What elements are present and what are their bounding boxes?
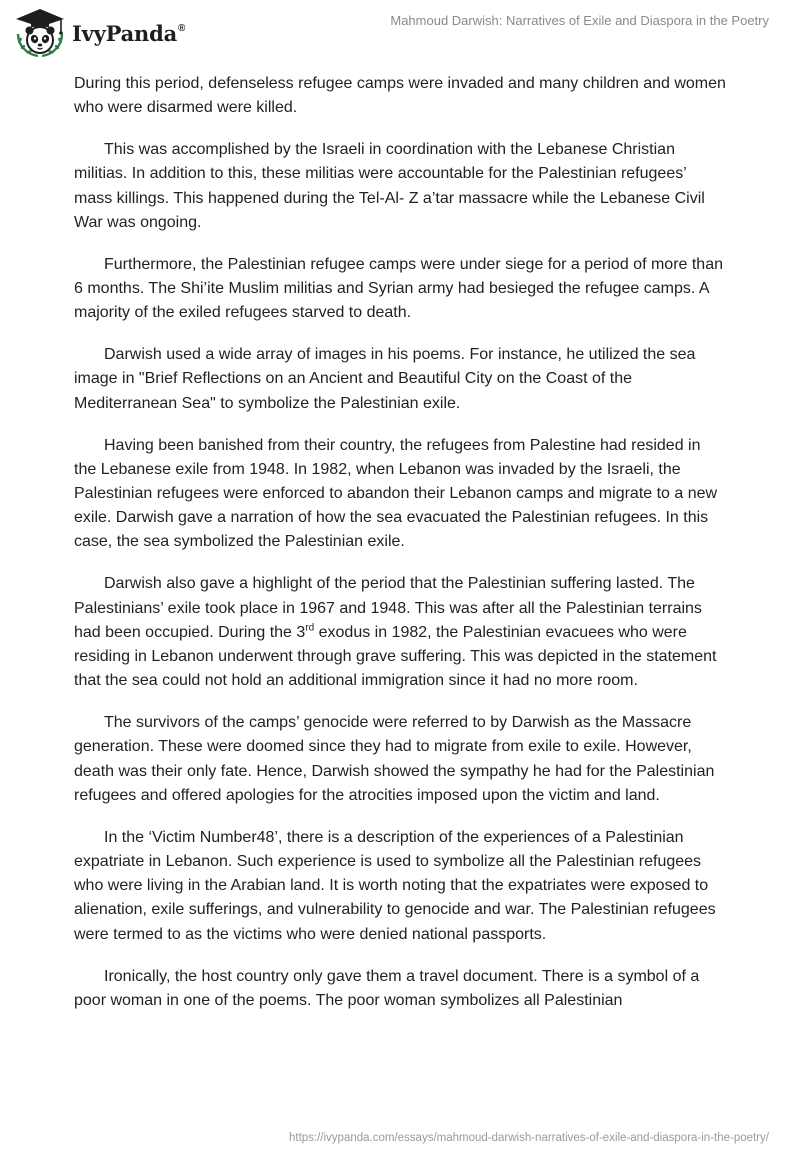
paragraph: During this period, defenseless refugee camps were invaded and many children and women who were disarmed were killed.	[74, 75, 726, 117]
paragraph: This was accomplished by the Israeli in coordination with the Lebanese Christian militias. In addition to this, these militias were accountable for the Palestinian refugees’ mass killings. This happened during the Tel-Al- Z a’tar massacre while the Lebanese Civil War was ongoing.	[74, 141, 705, 231]
paragraph: Ironically, the host country only gave them a travel document. There is a symbol of a poor woman in one of the poems. The poor woman symbolizes all Palestinian	[74, 967, 700, 1009]
source-url-link[interactable]: https://ivypanda.com/essays/mahmoud-darwish-narratives-of-exile-and-diaspora-in-the-poetry/	[288, 1132, 769, 1144]
paragraph-text: exodus in 1982, the Palestinian evacuees who were residing in Lebanon underwent through grave suffering. This was depicted in the statement that the sea could not hold an additional immigration since it had no more room.	[74, 623, 717, 690]
essay-body	[74, 72, 726, 1013]
logo-wordmark: IvyPanda®	[72, 20, 186, 46]
panda-graduate-icon	[14, 8, 66, 58]
ordinal-superscript: rd	[305, 622, 315, 634]
page-header	[0, 0, 800, 66]
paragraph: The survivors of the camps’ genocide were referred to by Darwish as the Massacre generation. These were doomed since they had to migrate from exile to exile. However, death was their only fate. Hence, Darwish showed the sympathy he had for the Palestinian refugees and offered apologies for the atrocities imposed upon the victim and land.	[74, 714, 715, 804]
paragraph-text: Darwish also gave a highlight of the period that the Palestinian suffering lasted. The Palestinians’ exile took place in 1967 and 1948. This was after all the Palestinian terrains had been occupied. During the 3	[74, 575, 702, 641]
paragraph: Furthermore, the Palestinian refugee camps were under siege for a period of more than 6 months. The Shi’ite Muslim militias and Syrian army had besieged the refugee camps. A majority of the exiled refugees starved to death.	[74, 255, 723, 322]
paragraph: Darwish used a wide array of images in his poems. For instance, he utilized the sea image in "Brief Reflections on an Ancient and Beautiful City on the Coast of the Mediterranean Sea" to symbolize the Palestinian exile.	[74, 346, 696, 412]
paragraph	[74, 572, 726, 693]
paragraph: In the ‘Victim Number48’, there is a description of the experiences of a Palestinian expatriate in Lebanon. Such experience is used to symbolize all the Palestinian refugees who were living in the Arabian land. It is worth noting that the expatriates were exposed to alienation, exile sufferings, and vulnerability to genocide and war. The Palestinian refugees were termed to as the victims who were denied national passports.	[74, 828, 716, 943]
document-title: Mahmoud Darwish: Narratives of Exile and Diaspora in the Poetry	[390, 13, 769, 28]
paragraph: Having been banished from their country, the refugees from Palestine had resided in the Lebanese exile from 1948. In 1982, when Lebanon was invaded by the Israeli, the Palestinian refugees were enforced to abandon their Lebanon camps and migrate to a new exile. Darwish gave a narration of how the sea evacuated the Palestinian refugees. In this case, the sea symbolized the Palestinian exile.	[74, 436, 718, 551]
ivypanda-logo[interactable]	[14, 8, 185, 58]
